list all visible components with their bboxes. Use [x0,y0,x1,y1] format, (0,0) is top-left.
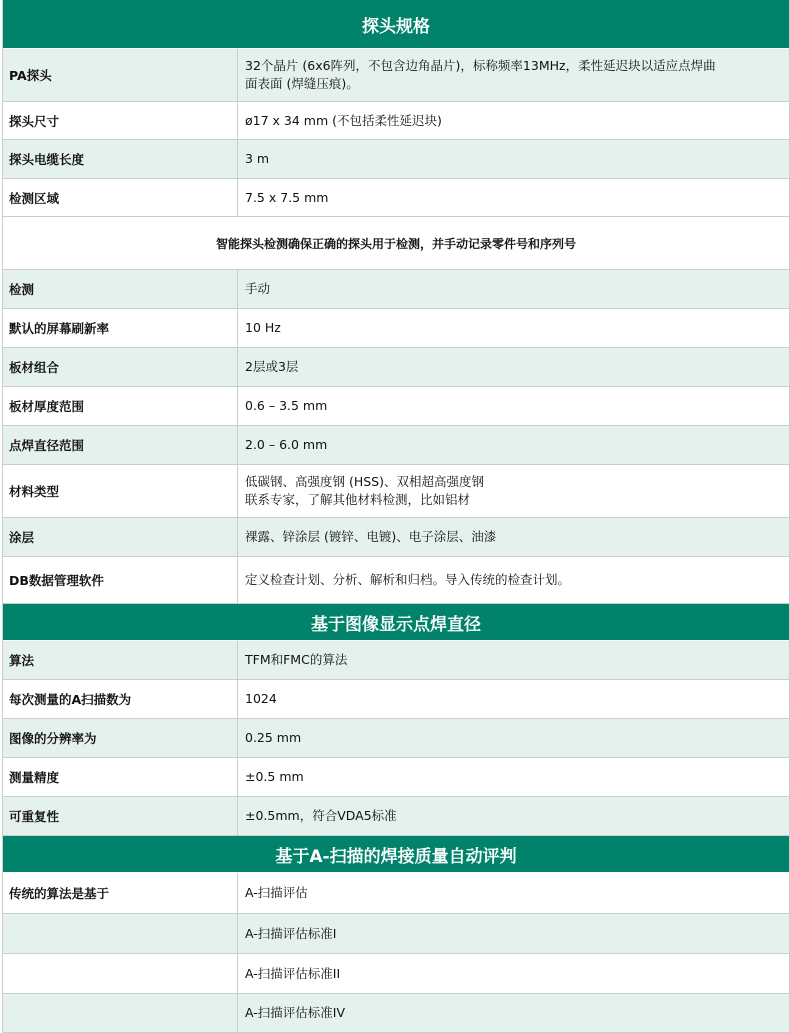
row-refresh-rate [3,309,789,348]
row-ascan-eval [3,873,789,914]
row-key: 传统的算法是基于 [3,873,238,913]
row-value: 3 m [245,151,270,166]
row-key: 默认的屏幕刷新率 [3,309,238,347]
row-diameter-range [3,426,789,465]
row-value: 手动 [245,281,271,296]
row-key: PA探头 [3,49,238,101]
row-image-resolution [3,719,789,758]
row-key: 每次测量的A扫描数为 [3,680,238,718]
row-key: 检测区域 [3,179,238,216]
row-value: TFM和FMC的算法 [245,652,348,667]
section-header-ascan: 基于A-扫描的焊接质量自动评判 [3,836,789,873]
row-value: A-扫描评估标准II [245,965,341,981]
section-header-image: 基于图像显示点焊直径 [3,604,789,641]
row-value: A-扫描评估标准I [245,925,337,941]
section-header-probe: 探头规格 [3,0,789,49]
row-value: ø17 x 34 mm (不包括柔性延迟块) [245,112,442,128]
row-key: 检测 [3,270,238,308]
row-key: DB数据管理软件 [3,557,238,603]
row-ascan-count [3,680,789,719]
row-value: 2.0 – 6.0 mm [245,437,328,452]
row-sheet-stack [3,348,789,387]
row-cable-length [3,140,789,179]
row-value: 0.6 – 3.5 mm [245,398,328,413]
row-ascan-eval-std1 [3,914,789,954]
row-value: 定义检查计划、分析、解析和归档。导入传统的检查计划。 [245,572,571,587]
row-key: 探头电缆长度 [3,140,238,178]
row-value: 10 Hz [245,320,281,335]
row-value: 裸露、锌涂层 (镀锌、电镀)、电子涂层、油漆 [245,529,497,544]
row-algorithm [3,641,789,680]
row-value: ±0.5 mm [245,769,304,784]
spec-table [2,0,790,1033]
row-key: 可重复性 [3,797,238,835]
row-key: 板材厚度范围 [3,387,238,425]
row-probe-size [3,102,789,140]
row-inspection-area [3,179,789,217]
row-value: 0.25 mm [245,730,302,745]
row-key [3,994,238,1032]
row-key: 探头尺寸 [3,102,238,139]
row-inspection-mode [3,270,789,309]
row-value: 32个晶片 (6x6阵列，不包含边角晶片)，标称频率13MHz，柔性延迟块以适应点焊曲 面表面 (焊缝压痕)。 [245,58,716,91]
row-repeatability [3,797,789,836]
row-db-software [3,557,789,604]
smart-probe-note: 智能探头检测确保正确的探头用于检测，并手动记录零件号和序列号 [3,217,789,270]
row-thickness-range [3,387,789,426]
row-value: 1024 [245,691,277,706]
row-value: 低碳钢、高强度钢 (HSS)、双相超高强度钢 联系专家，了解其他材料检测，比如铝材 [245,474,484,507]
row-key: 板材组合 [3,348,238,386]
row-value: A-扫描评估 [245,885,308,900]
row-key [3,954,238,993]
row-key: 测量精度 [3,758,238,796]
row-key: 算法 [3,641,238,679]
row-value: 2层或3层 [245,359,299,374]
row-key: 点焊直径范围 [3,426,238,464]
row-accuracy [3,758,789,797]
row-ascan-eval-std2 [3,954,789,994]
row-pa-probe [3,49,789,102]
row-key [3,914,238,953]
row-key: 材料类型 [3,465,238,517]
row-coating [3,518,789,557]
row-value: A-扫描评估标准IV [245,1005,346,1020]
row-ascan-eval-std4 [3,994,789,1033]
row-key: 涂层 [3,518,238,556]
row-key: 图像的分辨率为 [3,719,238,757]
row-value: 7.5 x 7.5 mm [245,189,329,205]
row-material-type [3,465,789,518]
row-value: ±0.5mm，符合VDA5标准 [245,808,397,823]
